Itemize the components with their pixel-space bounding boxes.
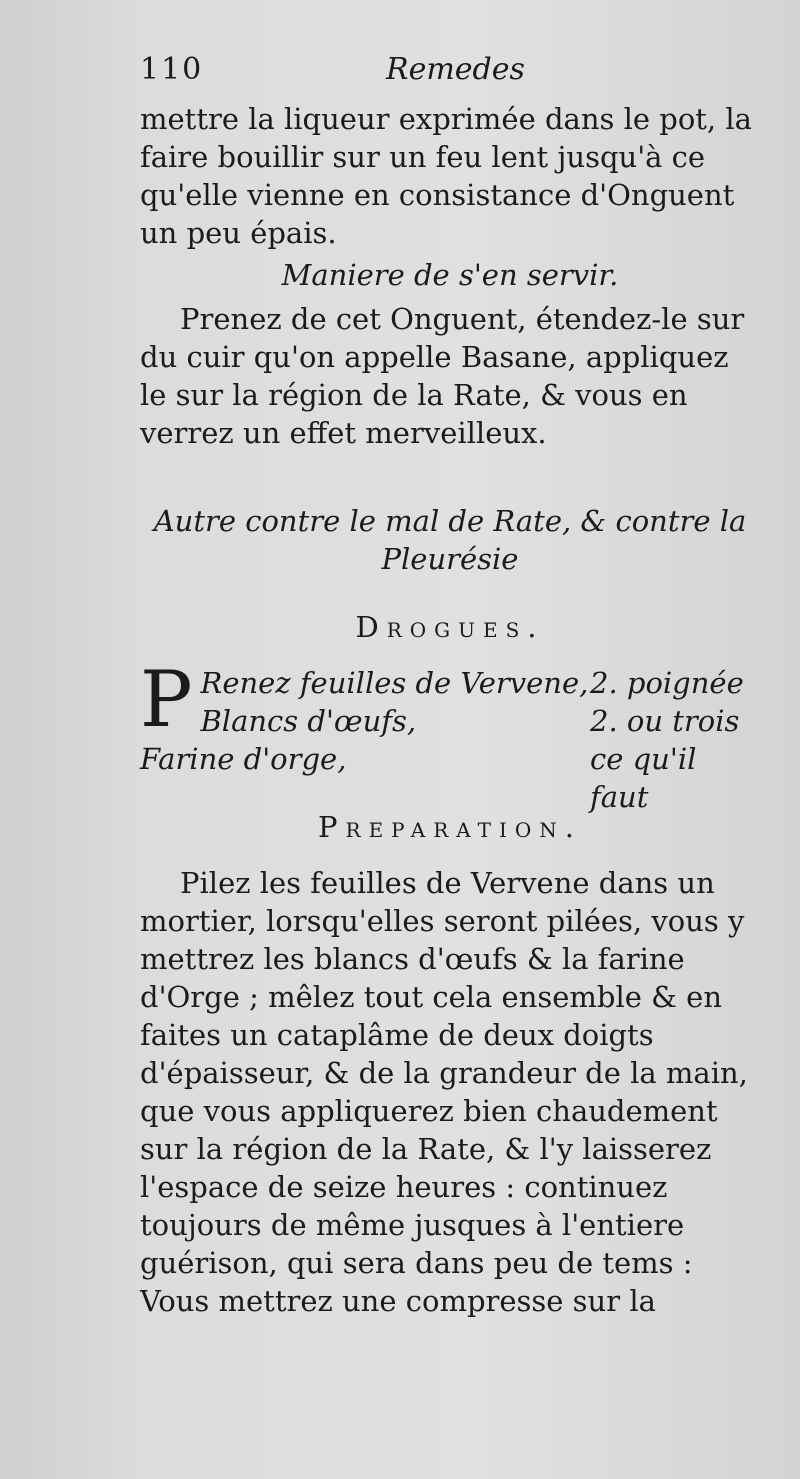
drop-cap: P [140,655,193,745]
drug-row [140,740,760,814]
usage-paragraph: Prenez de cet Onguent, étendez-le sur du cuir qu'on appelle Basane, appliquez le sur la région de la Rate, & vous en verrez un effet merveilleux. [140,302,745,450]
drug-row [200,702,760,740]
intro-paragraph: mettre la liqueur exprimée dans le pot, la faire bouillir sur un feu lent jusqu'à ce qu'elle vienne en consistance d'Onguent un peu épais. [140,102,752,250]
drug-row [200,664,760,702]
usage-title: Maniere de s'en servir. [281,258,619,292]
remedy-title-line2: Pleurésie [381,542,519,576]
preparation-paragraph: Pilez les feuilles de Vervene dans un mortier, lorsqu'elles seront pilées, vous y mettrez les blancs d'œufs & la farine d'Orge ; mêlez tout cela ensemble & en faites un cataplâme de deux doigts d'épaisseur, & de la grandeur de la main, que vous appliquerez bien chaudement sur la région de la Rate, & l'y laisserez l'espace de seize heures : continuez toujours de même jusques à l'entiere guérison, qui sera dans peu de tems : Vous mettrez une compresse sur la [140,866,748,1318]
page-body [140,100,760,1320]
drug-dose: 2. poignée [590,666,744,700]
drug-dose: ce qu'il faut [590,742,697,814]
drug-dose: 2. ou trois [590,704,740,738]
running-title: Remedes [386,52,525,87]
page-header [140,52,620,92]
drugs-heading: Drogues. [355,610,545,644]
remedy-title-line1: Autre contre le mal de Rate, & contre la [153,504,747,538]
drug-name: Renez feuilles de Vervene, [200,666,589,700]
page-number: 110 [140,52,204,87]
drug-name: Farine d'orge, [140,742,347,776]
preparation-heading: Preparation. [318,810,582,844]
drug-list [140,655,760,814]
drug-name: Blancs d'œufs, [200,704,417,738]
